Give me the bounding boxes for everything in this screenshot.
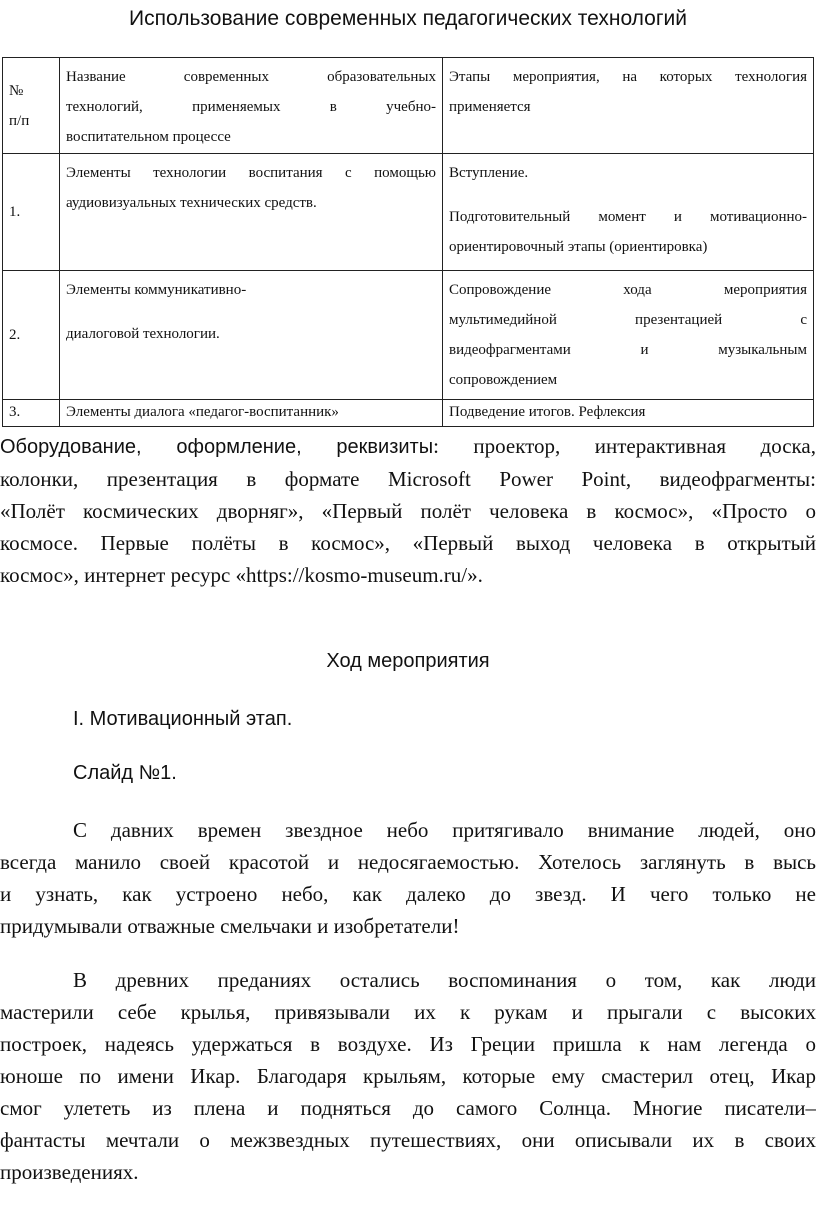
- row-stage-line: ориентировочный этапы (ориентировка): [449, 239, 708, 255]
- row-technology-cell: [60, 271, 443, 400]
- header-technology-cell: [60, 58, 443, 154]
- equipment-line: колонки, презентация в формате Microsoft Power Point, видеофрагменты:: [0, 467, 816, 491]
- paragraph-line: и узнать, как устроено небо, как далеко до звезд. И чего только не: [0, 882, 816, 906]
- header-stage-line: применяется: [449, 99, 531, 115]
- header-num-symbol: №: [9, 82, 24, 99]
- paragraph-line: С давних времен звездное небо притягивало внимание людей, оно: [73, 818, 816, 842]
- row-technology-line: Элементы технологии воспитания с помощью: [66, 165, 436, 181]
- row-stage-line: сопровождением: [449, 372, 558, 388]
- stage-heading: I. Мотивационный этап.: [73, 708, 293, 730]
- equipment-line: космос», интернет ресурс «https://kosmo-museum.ru/».: [0, 563, 483, 587]
- row-stage-line: Подготовительный момент и мотивационно-: [449, 209, 807, 225]
- row-technology-spacer: [66, 305, 436, 319]
- paragraph-1: [0, 814, 816, 942]
- equipment-paragraph: [0, 430, 816, 591]
- row-technology-line: Элементы коммуникативно-: [66, 282, 247, 298]
- row-stage-line: Вступление.: [449, 165, 529, 181]
- header-stage-line: Этапы мероприятия, на которых технология: [449, 69, 807, 85]
- row-stage-spacer: [449, 188, 807, 202]
- row-technology-line: аудиовизуальных технических средств.: [66, 195, 317, 211]
- paragraph-line: В древних преданиях остались воспоминания о том, как люди: [73, 968, 816, 992]
- row-stage-line: мультимедийной презентацией с: [449, 312, 807, 328]
- row-stage-line: видеофрагментами и музыкальным: [449, 342, 807, 358]
- paragraph-line: мастерили себе крылья, привязывали их к рукам и прыгали с высоких: [0, 1000, 816, 1024]
- equipment-line: «Полёт космических дворняг», «Первый полёт человека в космос», «Просто о: [0, 499, 816, 523]
- row-num-cell: 2.: [3, 271, 60, 400]
- paragraph-line: построек, надеясь удержаться в воздухе. Из Греции пришла к нам легенда о: [0, 1032, 816, 1056]
- header-technology-line: Название современных образовательных: [66, 69, 436, 85]
- header-technology-line: технологий, применяемых в учебно-: [66, 99, 436, 115]
- row-technology-cell: Элементы диалога «педагог-воспитанник»: [60, 400, 443, 427]
- paragraph-line: произведениях.: [0, 1160, 139, 1184]
- row-num-cell: 1.: [3, 154, 60, 271]
- equipment-line: космосе. Первые полёты в космос», «Первый выход человека в открытый: [0, 531, 816, 555]
- row-num-cell: 3.: [3, 400, 60, 427]
- paragraph-line: смог улететь из плена и подняться до самого Солнца. Многие писатели–: [0, 1096, 816, 1120]
- equipment-line-text: : проектор, интерактивная доска,: [433, 434, 816, 458]
- header-num-cell: [3, 58, 60, 154]
- course-heading: Ход мероприятия: [326, 650, 490, 672]
- row-stage-line: Сопровождение хода мероприятия: [449, 282, 807, 298]
- header-stage-cell: [443, 58, 814, 154]
- table-row: [3, 271, 814, 400]
- row-stage-cell: [443, 271, 814, 400]
- paragraph-line: фантасты мечтали о межзвездных путешествиях, они описывали их в своих: [0, 1128, 816, 1152]
- header-num-abbr: п/п: [9, 112, 30, 129]
- row-technology-line: диалоговой технологии.: [66, 326, 220, 342]
- row-technology-cell: [60, 154, 443, 271]
- technologies-table: [2, 57, 814, 427]
- equipment-label: Оборудование, оформление, реквизиты: [0, 436, 434, 458]
- header-technology-line: воспитательном процессе: [66, 129, 231, 145]
- row-stage-cell: Подведение итогов. Рефлексия: [443, 400, 814, 427]
- table-row: [3, 400, 814, 427]
- table-header-row: [3, 58, 814, 154]
- paragraph-line: всегда манило своей красотой и недосягаемостью. Хотелось заглянуть в высь: [0, 850, 816, 874]
- row-stage-cell: [443, 154, 814, 271]
- equipment-line: [0, 430, 816, 463]
- document-title: Использование современных педагогических технологий: [129, 7, 687, 30]
- slide-heading: Слайд №1.: [73, 762, 177, 784]
- paragraph-line: юноше по имени Икар. Благодаря крыльям, которые ему смастерил отец, Икар: [0, 1064, 816, 1088]
- paragraph-line: придумывали отважные смельчаки и изобретатели!: [0, 914, 460, 938]
- paragraph-2: [0, 964, 816, 1188]
- table-row: [3, 154, 814, 271]
